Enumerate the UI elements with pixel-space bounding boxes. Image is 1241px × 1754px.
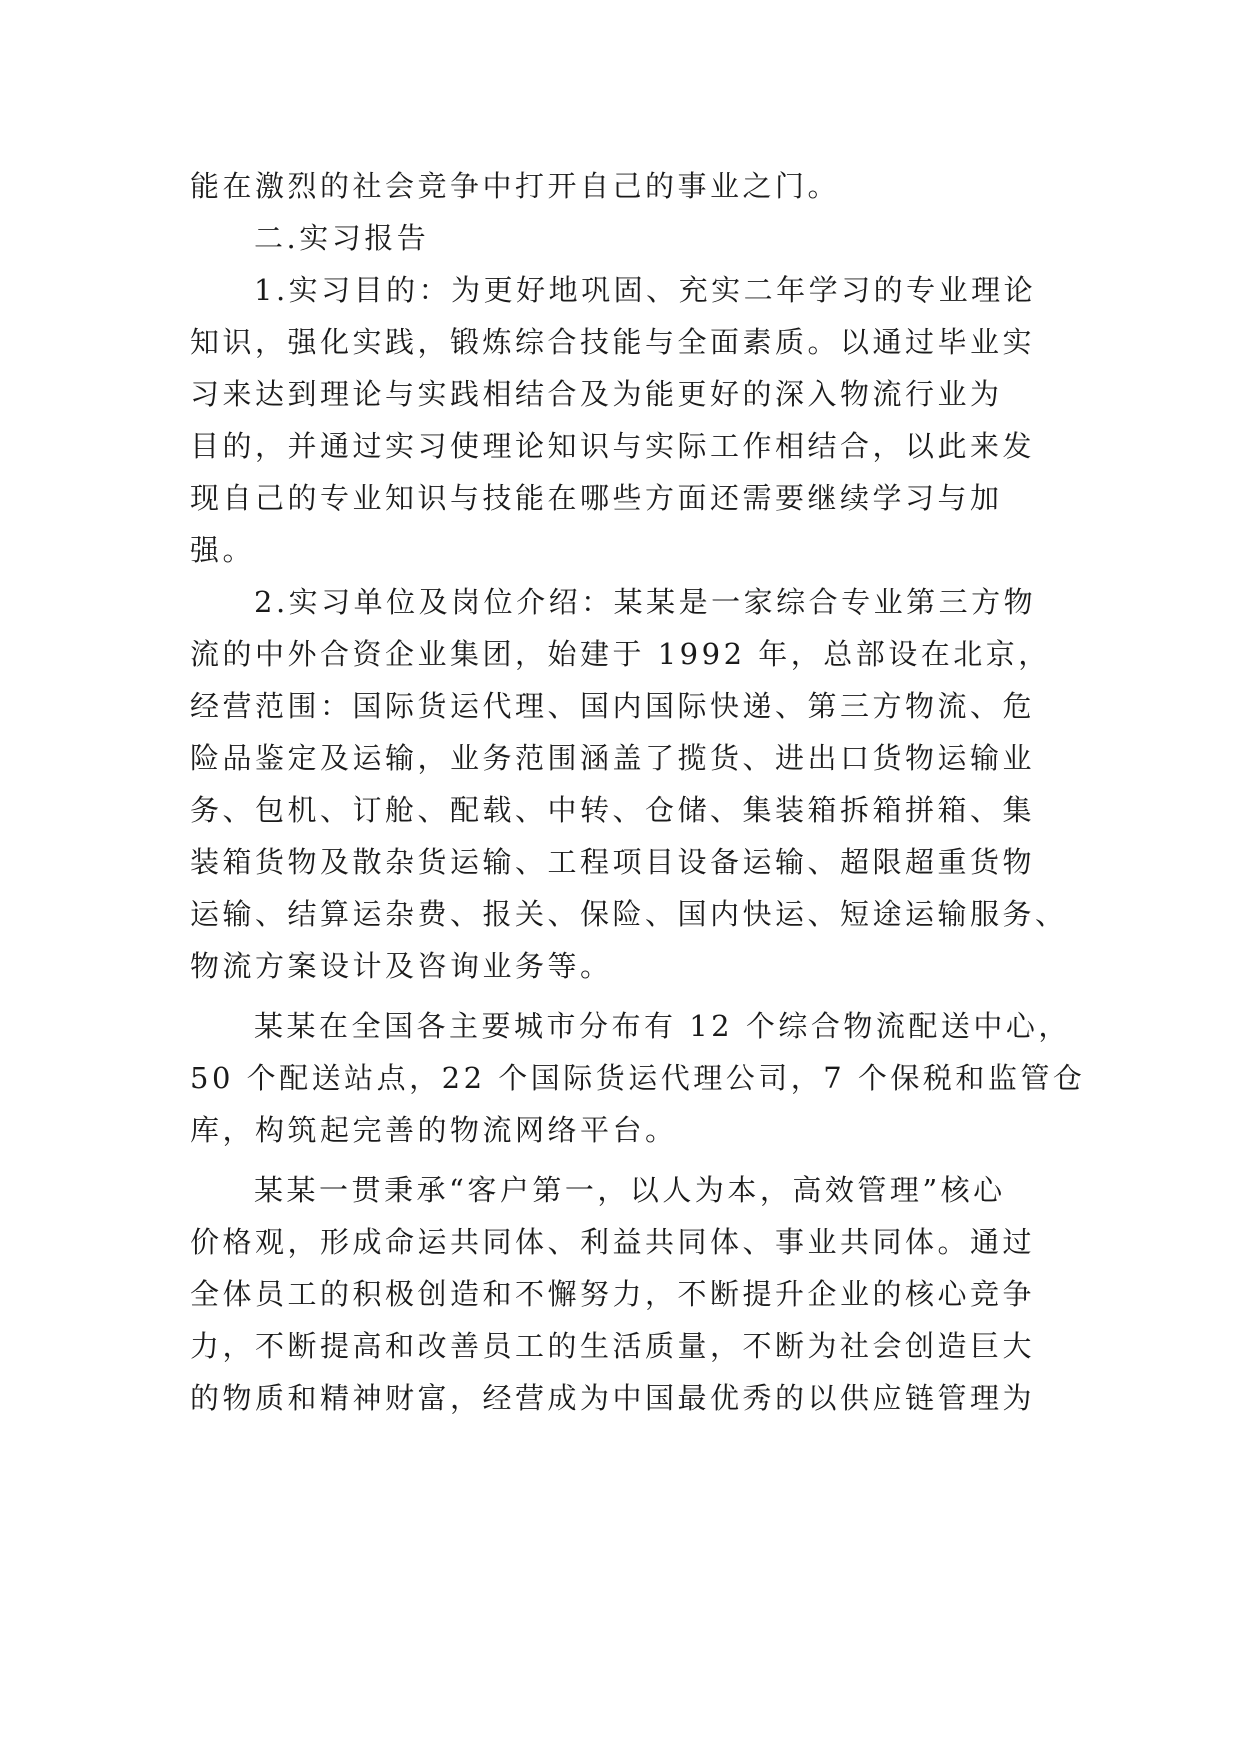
text-line: 装箱货物及散杂货运输、工程项目设备运输、超限超重货物 <box>190 845 1036 879</box>
text-line: 运输、结算运杂费、报关、保险、国内快运、短途运输服务、 <box>190 897 1068 931</box>
text-line: 力，不断提高和改善员工的生活质量，不断为社会创造巨大 <box>190 1329 1036 1363</box>
text-line: 某某一贯秉承“客户第一，以人为本，高效管理”核心 <box>254 1173 1006 1207</box>
text-line: 1.实习目的：为更好地巩固、充实二年学习的专业理论 <box>254 273 1037 307</box>
text-line: 50 个配送站点，22 个国际货运代理公司，7 个保税和监管仓 <box>190 1061 1086 1095</box>
text-line: 全体员工的积极创造和不懈努力，不断提升企业的核心竞争 <box>190 1277 1036 1311</box>
text-line: 2.实习单位及岗位介绍：某某是一家综合专业第三方物 <box>254 585 1037 619</box>
text-line: 库，构筑起完善的物流网络平台。 <box>190 1113 678 1147</box>
text-line: 习来达到理论与实践相结合及为能更好的深入物流行业为 <box>190 377 1003 411</box>
text-line: 流的中外合资企业集团，始建于 1992 年，总部设在北京， <box>190 637 1051 671</box>
text-line: 经营范围：国际货运代理、国内国际快递、第三方物流、危 <box>190 689 1036 723</box>
text-line: 强。 <box>190 533 256 567</box>
text-line: 现自己的专业知识与技能在哪些方面还需要继续学习与加 <box>190 481 1003 515</box>
text-line: 的物质和精神财富，经营成为中国最优秀的以供应链管理为 <box>190 1381 1036 1415</box>
text-line: 目的，并通过实习使理论知识与实际工作相结合，以此来发 <box>190 429 1036 463</box>
section-heading: 二.实习报告 <box>254 221 430 255</box>
text-line: 价格观，形成命运共同体、利益共同体、事业共同体。通过 <box>190 1225 1036 1259</box>
text-line: 务、包机、订舱、配载、中转、仓储、集装箱拆箱拼箱、集 <box>190 793 1036 827</box>
text-line: 知识，强化实践，锻炼综合技能与全面素质。以通过毕业实 <box>190 325 1036 359</box>
text-line: 险品鉴定及运输，业务范围涵盖了揽货、进出口货物运输业 <box>190 741 1036 775</box>
text-line: 物流方案设计及咨询业务等。 <box>190 949 613 983</box>
text-line: 某某在全国各主要城市分布有 12 个综合物流配送中心， <box>254 1009 1071 1043</box>
text-line: 能在激烈的社会竞争中打开自己的事业之门。 <box>190 169 841 203</box>
